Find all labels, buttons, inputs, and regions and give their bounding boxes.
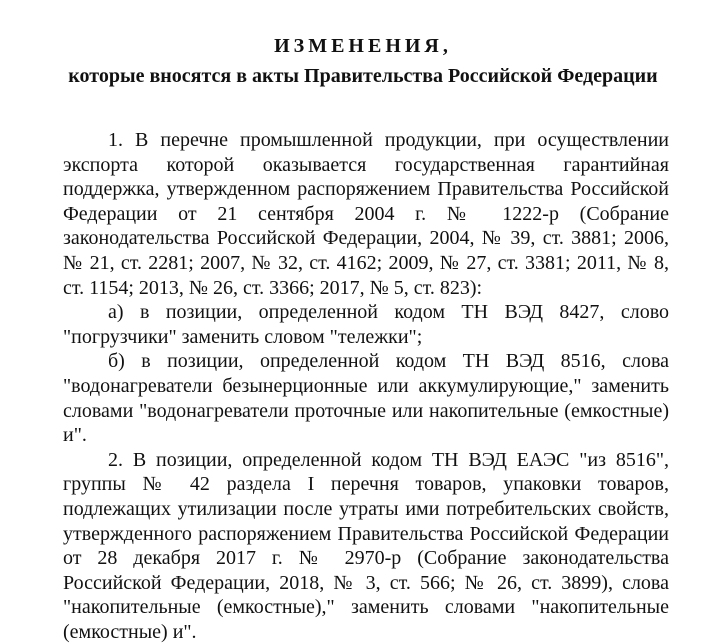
document-subtitle: которые вносятся в акты Правительства Российской Федерации [68,65,658,87]
document-title: ИЗМЕНЕНИЯ, [274,35,452,57]
paragraph-item-2: 2. В позиции, определенной кодом ТН ВЭД ЕАЭС "из 8516", группы № 42 раздела I перечня товаров, упаковки товаров, подлежащих утилизации после утраты ими потребительских свойств, утвержденного распоряжением Правительства Российской Федерации от 28 декабря 2017 г. № 2970-р (Собрание законодательства Российской Федерации, 2018, № 3, ст. 566; № 26, ст. 3899), слова "накопительные (емкостные)," заменить словами "накопительные (емкостные) и". [63,448,669,643]
document-body [63,128,669,644]
paragraph-item-1: 1. В перечне промышленной продукции, при осуществлении экспорта которой оказывается государственная гарантийная поддержка, утвержденном распоряжением Правительства Российской Федерации от 21 сентября 2004 г. № 1222-р (Собрание законодательства Российской Федерации, 2004, № 39, ст. 3881; 2006, № 21, ст. 2281; 2007, № 32, ст. 4162; 2009, № 27, ст. 3381; 2011, № 8, ст. 1154; 2013, № 26, ст. 3366; 2017, № 5, ст. 823): [63,129,669,299]
paragraph-subitem-a: а) в позиции, определенной кодом ТН ВЭД 8427, слово "погрузчики" заменить словом "тележки"; [63,301,669,348]
paragraph-subitem-b: б) в позиции, определенной кодом ТН ВЭД 8516, слова "водонагреватели безынерционные или аккумулирующие," заменить словами "водонагреватели проточные или накопительные (емкостные) и". [63,350,669,447]
